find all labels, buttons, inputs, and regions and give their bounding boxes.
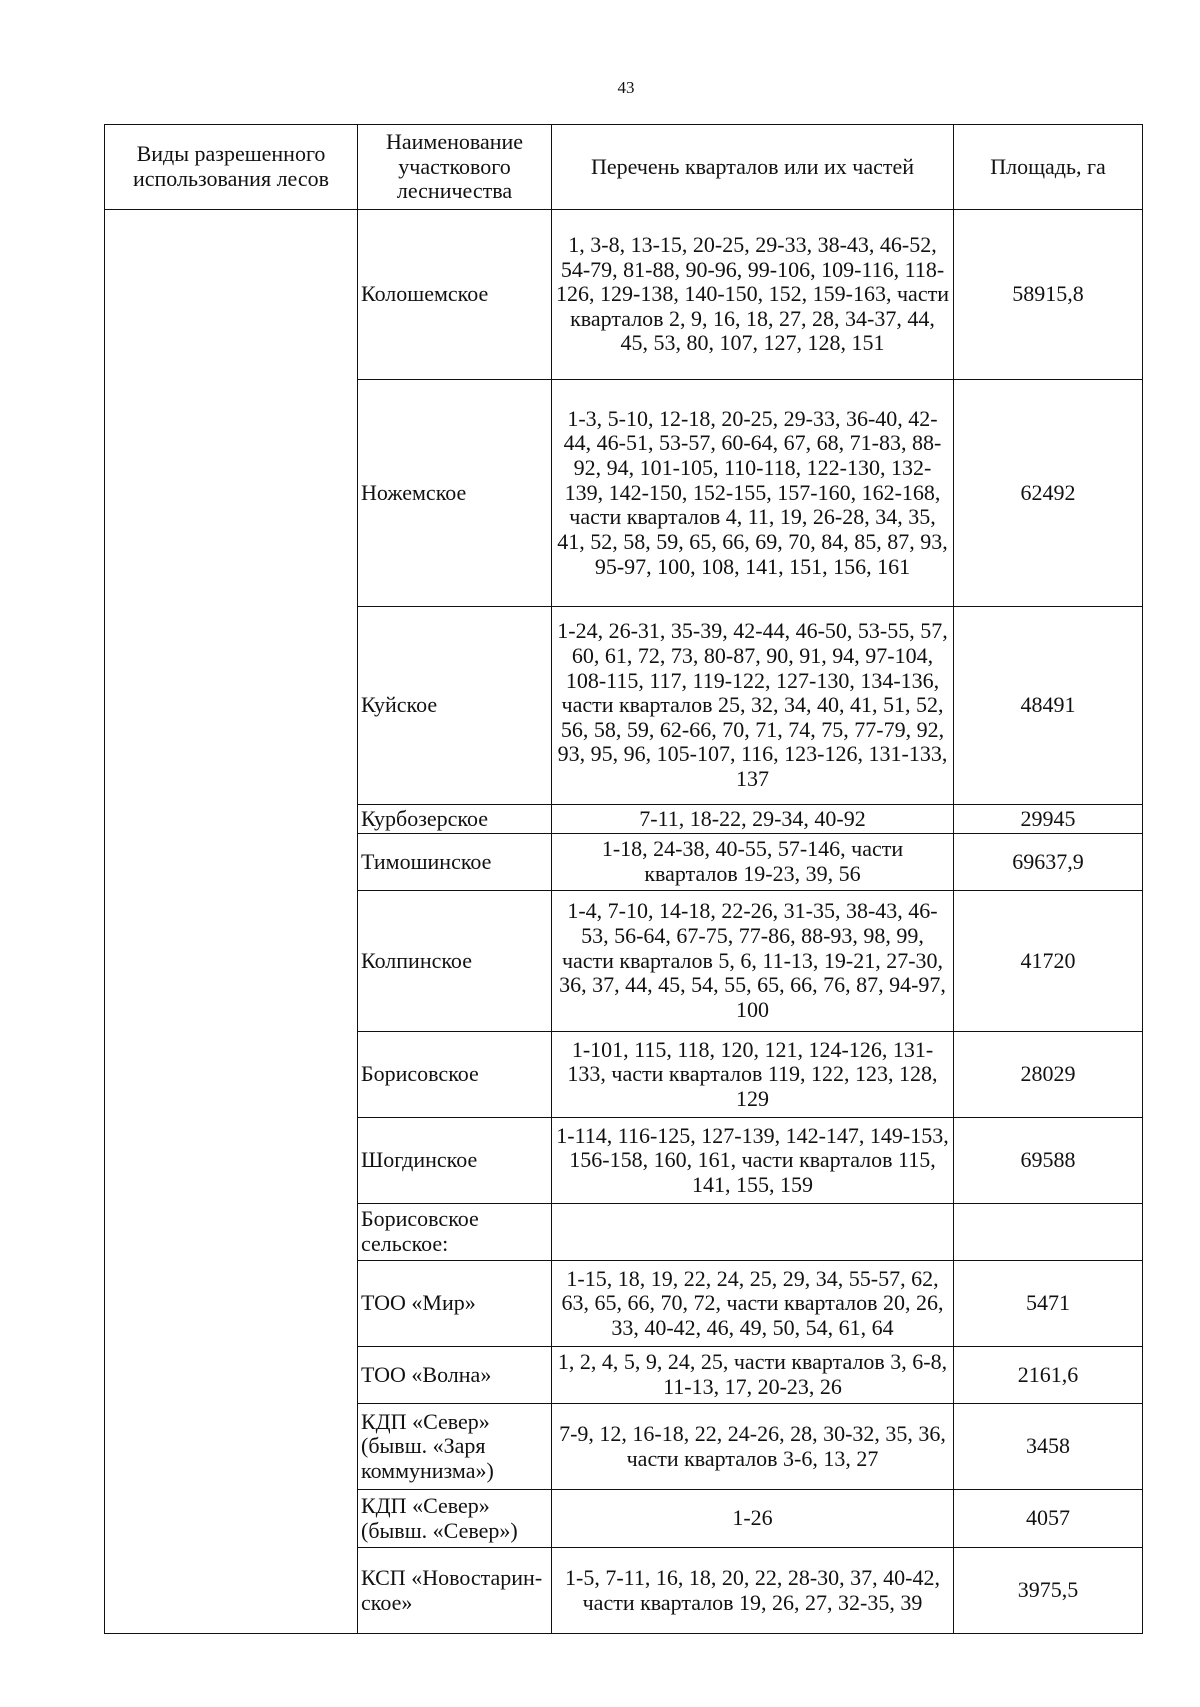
forestry-name: Тимошинское xyxy=(358,834,552,891)
area-value: 48491 xyxy=(954,607,1143,805)
area-value: 3458 xyxy=(954,1404,1143,1490)
header-area: Площадь, га xyxy=(954,125,1143,210)
quarters-list: 1-101, 115, 118, 120, 121, 124-126, 131-133, части кварталов 119, 122, 123, 128, 129 xyxy=(552,1032,954,1118)
area-value: 69588 xyxy=(954,1118,1143,1204)
table-header xyxy=(105,125,1143,210)
header-forestry-name: Наименование участкового лесничества xyxy=(358,125,552,210)
forestry-name: Борисовское xyxy=(358,1032,552,1118)
forestry-name: Ножемское xyxy=(358,380,552,607)
area-value: 4057 xyxy=(954,1490,1143,1548)
area-value: 62492 xyxy=(954,380,1143,607)
quarters-list: 1-5, 7-11, 16, 18, 20, 22, 28-30, 37, 40-42, части кварталов 19, 26, 27, 32-35, 39 xyxy=(552,1548,954,1634)
area-value: 58915,8 xyxy=(954,210,1143,380)
quarters-list: 1-3, 5-10, 12-18, 20-25, 29-33, 36-40, 42-44, 46-51, 53-57, 60-64, 67, 68, 71-83, 88-92, 94, 101-105, 110-118, 122-130, 132-139, 142-150, 152-155, 157-160, 162-168, части кварталов 4, 11, 19, 26-28, 34, 35, 41, 52, 58, 59, 65, 66, 69, 70, 84, 85, 87, 93, 95-97, 100, 108, 141, 151, 156, 161 xyxy=(552,380,954,607)
table-body xyxy=(105,210,1143,1634)
forestry-name: Куйское xyxy=(358,607,552,805)
forestry-name: Шогдинское xyxy=(358,1118,552,1204)
forestry-name: ТОО «Волна» xyxy=(358,1347,552,1404)
quarters-list: 1-26 xyxy=(552,1490,954,1548)
quarters-list: 1-15, 18, 19, 22, 24, 25, 29, 34, 55-57, 62, 63, 65, 66, 70, 72, части кварталов 20, 26, 33, 40-42, 46, 49, 50, 54, 61, 64 xyxy=(552,1261,954,1347)
area-value: 28029 xyxy=(954,1032,1143,1118)
forestry-name: Колошемское xyxy=(358,210,552,380)
header-usage-types: Виды разрешенного использования лесов xyxy=(105,125,358,210)
quarters-list: 7-9, 12, 16-18, 22, 24-26, 28, 30-32, 35, 36, части кварталов 3-6, 13, 27 xyxy=(552,1404,954,1490)
area-value: 3975,5 xyxy=(954,1548,1143,1634)
quarters-list: 1-18, 24-38, 40-55, 57-146, части кварталов 19-23, 39, 56 xyxy=(552,834,954,891)
forestry-name: Курбозерское xyxy=(358,805,552,834)
quarters-list xyxy=(552,1204,954,1261)
area-value xyxy=(954,1204,1143,1261)
quarters-list: 1-114, 116-125, 127-139, 142-147, 149-153, 156-158, 160, 161, части кварталов 115, 141, 155, 159 xyxy=(552,1118,954,1204)
area-value: 2161,6 xyxy=(954,1347,1143,1404)
quarters-list: 1, 3-8, 13-15, 20-25, 29-33, 38-43, 46-52, 54-79, 81-88, 90-96, 99-106, 109-116, 118-126, 129-138, 140-150, 152, 159-163, части кварталов 2, 9, 16, 18, 27, 28, 34-37, 44, 45, 53, 80, 107, 127, 128, 151 xyxy=(552,210,954,380)
quarters-list: 1, 2, 4, 5, 9, 24, 25, части кварталов 3, 6-8, 11-13, 17, 20-23, 26 xyxy=(552,1347,954,1404)
usage-type-cell xyxy=(105,210,358,1634)
area-value: 41720 xyxy=(954,891,1143,1032)
forestry-table xyxy=(104,124,1143,1634)
quarters-list: 1-24, 26-31, 35-39, 42-44, 46-50, 53-55, 57, 60, 61, 72, 73, 80-87, 90, 91, 94, 97-104, 108-115, 117, 119-122, 127-130, 134-136, части кварталов 25, 32, 34, 40, 41, 51, 52, 56, 58, 59, 62-66, 70, 71, 74, 75, 77-79, 92, 93, 95, 96, 105-107, 116, 123-126, 131-133, 137 xyxy=(552,607,954,805)
page-number: 43 xyxy=(617,78,635,97)
header-row xyxy=(105,125,1143,210)
forestry-name: КСП «Новостарин-ское» xyxy=(358,1548,552,1634)
quarters-list: 7-11, 18-22, 29-34, 40-92 xyxy=(552,805,954,834)
table-row xyxy=(105,210,1143,380)
forestry-name: КДП «Север» (бывш. «Заря коммунизма») xyxy=(358,1404,552,1490)
forestry-name: Борисовское сельское: xyxy=(358,1204,552,1261)
area-value: 69637,9 xyxy=(954,834,1143,891)
area-value: 5471 xyxy=(954,1261,1143,1347)
forestry-name: Колпинское xyxy=(358,891,552,1032)
forestry-name: ТОО «Мир» xyxy=(358,1261,552,1347)
area-value: 29945 xyxy=(954,805,1143,834)
quarters-list: 1-4, 7-10, 14-18, 22-26, 31-35, 38-43, 46-53, 56-64, 67-75, 77-86, 88-93, 98, 99, части кварталов 5, 6, 11-13, 19-21, 27-30, 36, 37, 44, 45, 54, 55, 65, 66, 76, 87, 94-97, 100 xyxy=(552,891,954,1032)
forestry-name: КДП «Север» (бывш. «Север») xyxy=(358,1490,552,1548)
header-quarters-list: Перечень кварталов или их частей xyxy=(552,125,954,210)
